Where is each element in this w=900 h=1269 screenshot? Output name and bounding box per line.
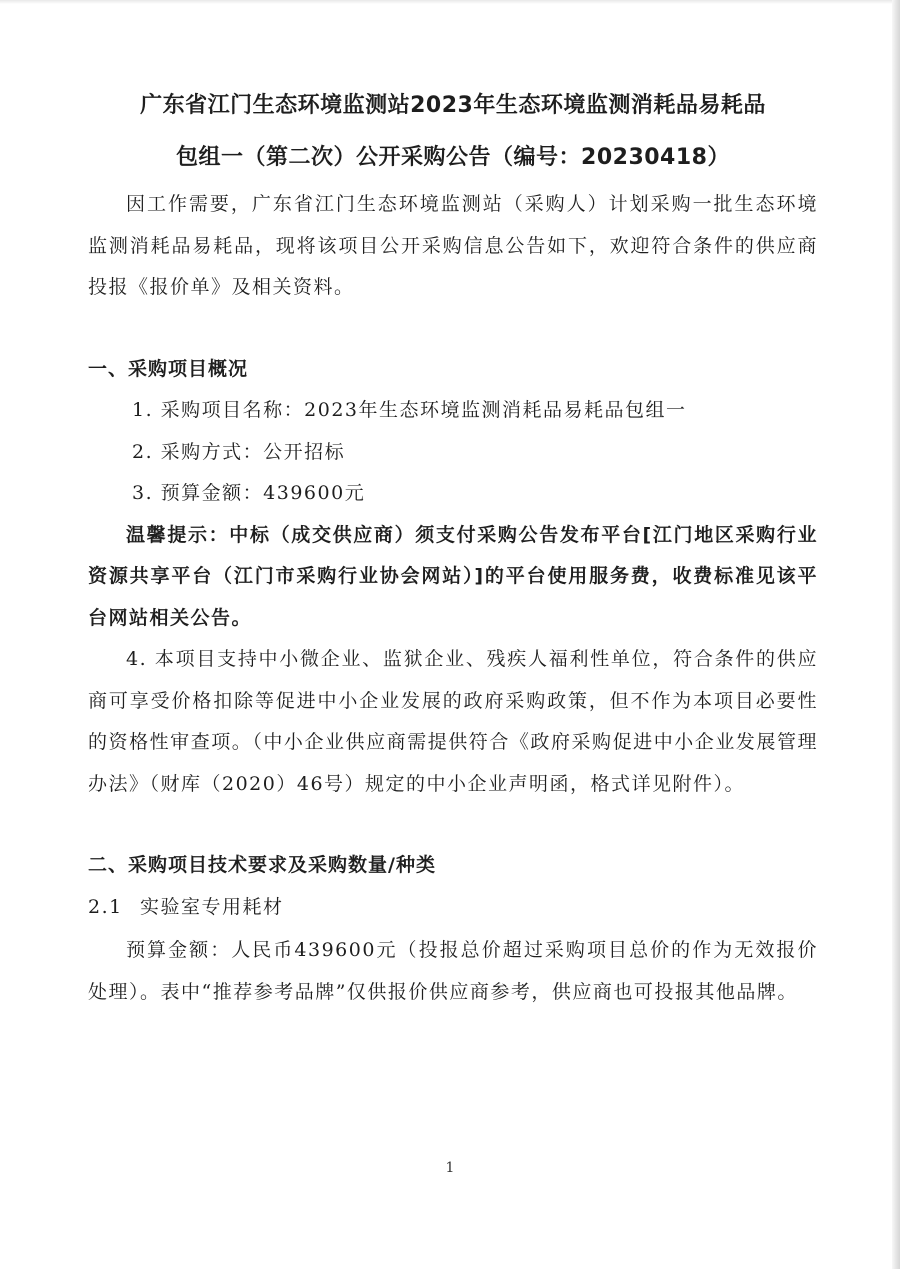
subsection-title: 实验室专用耗材 xyxy=(140,895,284,918)
scan-edge-right xyxy=(892,0,900,1269)
document-title-line2: 包组一（第二次）公开采购公告（编号：20230418） xyxy=(176,145,730,170)
scan-edge-top xyxy=(0,0,900,4)
section1-heading: 一、采购项目概况 xyxy=(88,357,249,380)
subsection-2-1 xyxy=(88,887,818,929)
section2-heading: 二、采购项目技术要求及采购数量/种类 xyxy=(88,854,436,876)
spacer xyxy=(88,309,818,349)
subsection-number: 2.1 xyxy=(88,895,123,918)
document-title-line1: 广东省江门生态环境监测站2023年生态环境监测消耗品易耗品 xyxy=(140,93,766,118)
section1-item-method: 2. 采购方式：公开招标 xyxy=(132,440,346,463)
budget-paragraph: 预算金额：人民币439600元（投报总价超过采购项目总价的作为无效报价处理）。表中“推荐参考品牌”仅供报价供应商参考，供应商也可投报其他品牌。 xyxy=(88,939,818,1003)
section1-item-budget: 3. 预算金额：439600元 xyxy=(132,482,366,504)
spacer xyxy=(88,805,818,845)
page-number: 1 xyxy=(445,1160,455,1176)
document-page xyxy=(88,80,818,1013)
intro-paragraph: 因工作需要，广东省江门生态环境监测站（采购人）计划采购一批生态环境监测消耗品易耗品，现将该项目公开采购信息公告如下，欢迎符合条件的供应商投报《报价单》及相关资料。 xyxy=(88,193,818,298)
section1-item-name: 1. 采购项目名称：2023年生态环境监测消耗品易耗品包组一 xyxy=(132,399,687,421)
section1-item-policy: 4. 本项目支持中小微企业、监狱企业、残疾人福利性单位，符合条件的供应商可享受价格扣除等促进中小企业发展的政府采购政策，但不作为本项目必要性的资格性审查项。（中小企业供应商需提供符合《政府采购促进中小企业发展管理办法》（财库（2020）46号）规定的中小企业声明函，格式详见附件）。 xyxy=(88,648,818,795)
notice-paragraph: 温馨提示：中标（成交供应商）须支付采购公告发布平台[江门地区采购行业资源共享平台（江门市采购行业协会网站）]的平台使用服务费，收费标准见该平台网站相关公告。 xyxy=(88,523,818,629)
